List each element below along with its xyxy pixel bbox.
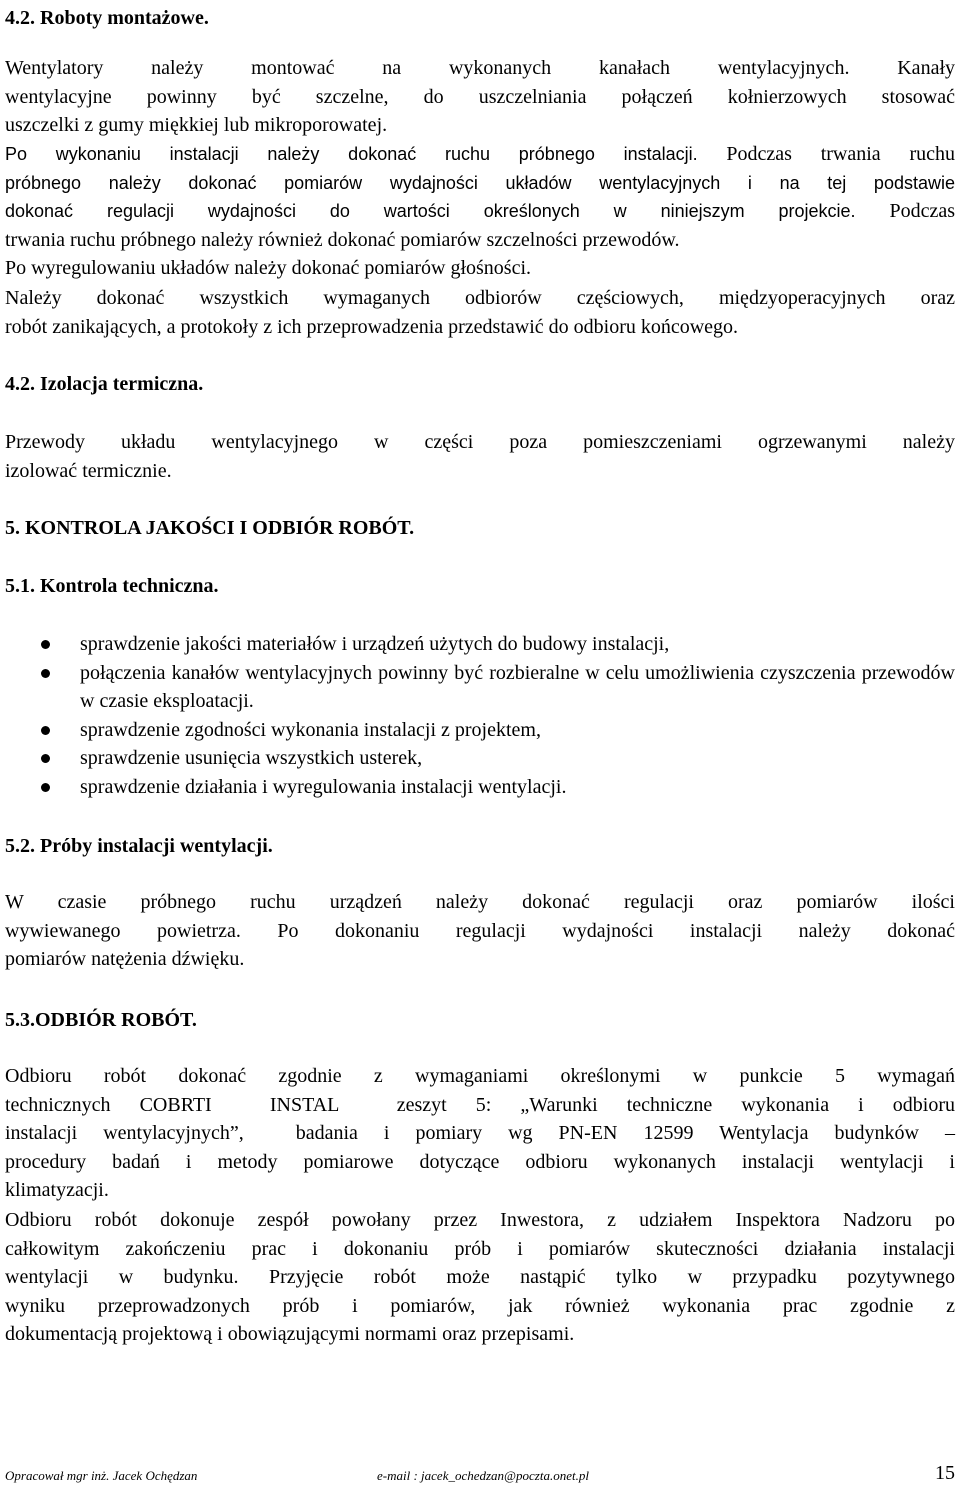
text-fragment: Po wykonaniu instalacji należy dokonać ruchu próbnego instalacji. [5,144,698,164]
bullet-icon [41,783,50,792]
text-line: próbnego należy dokonać pomiarów wydajności układów wentylacyjnych i na tej podstawie [5,172,955,193]
section-heading-5-1: 5.1. Kontrola techniczna. [5,575,219,597]
text-line: W czasie próbnego ruchu urządzeń należy dokonać regulacji oraz pomiarów ilości [5,891,955,913]
text-line: instalacji wentylacyjnych”, badania i pomiary wg PN-EN 12599 Wentylacja budynków – [5,1122,955,1145]
bullet-icon [41,754,50,763]
text-line: Odbioru robót dokonuje zespół powołany przez Inwestora, z udziałem Inspektora Nadzoru po [5,1209,955,1231]
paragraph-acceptance-requirements [5,1062,955,1205]
text-line: wywiewanego powietrza. Po dokonaniu regulacji wydajności instalacji należy dokonać [5,919,955,942]
list-item-text: połączenia kanałów wentylacyjnych powinny być rozbieralne w celu umożliwienia czyszczenia przewodów w czasie eksploatacji. [80,661,955,713]
list-item [0,773,955,802]
list-item-text: sprawdzenie działania i wyregulowania instalacji wentylacji. [80,775,567,798]
paragraph-acceptance-committee [5,1206,955,1349]
list-item-text: sprawdzenie usunięcia wszystkich usterek, [80,747,423,770]
text-line: wentylacyjne powinny być szczelne, do uszczelniania połączeń kołnierzowych stosować [5,85,955,108]
text-fragment: Podczas trwania ruchu [697,143,955,165]
footer-email: e-mail : jacek_ochedzan@poczta.onet.pl [377,1468,589,1483]
list-item [0,659,955,716]
text-line: całkowitym zakończeniu prac i dokonaniu prób i pomiarów skuteczności działania instalacji [5,1237,955,1260]
section-heading-thermal-insulation: 4.2. Izolacja termiczna. [5,373,204,395]
list-item [0,630,955,659]
text-fragment: Podczas [855,200,955,223]
text-line: robót zanikających, a protokoły z ich przeprowadzenia przedstawić do odbioru końcowego. [5,315,739,338]
footer-author: Opracował mgr inż. Jacek Ochędzan [5,1468,198,1483]
list-item [0,716,955,745]
text-line: Po wyregulowaniu układów należy dokonać pomiarów głośności. [5,257,532,280]
section-heading-4-2: 4.2. Roboty montażowe. [5,7,209,29]
bullet-icon [41,640,50,649]
section-heading-5-3: 5.3.ODBIÓR ROBÓT. [5,1009,197,1031]
text-line: Wentylatory należy montować na wykonanych kanałach wentylacyjnych. Kanały [5,57,955,79]
bullet-icon [41,669,50,678]
text-line: trwania ruchu próbnego należy również dokonać pomiarów szczelności przewodów. [5,228,680,251]
text-line: procedury badań i metody pomiarowe dotyczące odbioru wykonanych instalacji wentylacji i [5,1150,955,1173]
bullet-icon [41,726,50,735]
list-item [0,744,955,773]
text-line: wentylacji w budynku. Przyjęcie robót może nastąpić tylko w przypadku pozytywnego [5,1266,955,1289]
text-line: pomiarów natężenia dźwięku. [5,948,245,971]
text-line: dokumentacją projektową i obowiązującymi normami oraz przepisami. [5,1323,575,1346]
list-item-text: sprawdzenie zgodności wykonania instalacji z projektem, [80,718,541,741]
text-line: Należy dokonać wszystkich wymaganych odbiorów częściowych, międzyoperacyjnych oraz [5,287,955,309]
text-line: izolować termicznie. [5,459,172,482]
text-line: technicznych COBRTI INSTAL zeszyt 5: „Warunki techniczne wykonania i odbioru [5,1093,955,1116]
text-line: Odbioru robót dokonać zgodnie z wymaganiami określonymi w punkcie 5 wymagań [5,1065,955,1087]
text-line [5,140,955,169]
section-heading-5-2: 5.2. Próby instalacji wentylacji. [5,835,273,857]
text-line: klimatyzacji. [5,1179,109,1202]
technical-control-list [0,630,955,802]
text-line: Przewody układu wentylacyjnego w części poza pomieszczeniami ogrzewanymi należy [5,431,955,453]
text-line: wyniku przeprowadzonych prób i pomiarów, jak również wykonania prac zgodnie z [5,1294,955,1317]
paragraph-installation-tests [5,888,955,974]
text-line: uszczelki z gumy miękkiej lub mikroporowatej. [5,114,388,137]
paragraph-fan-mounting [5,54,955,140]
page-number: 15 [935,1462,955,1484]
section-heading-5: 5. KONTROLA JAKOŚCI I ODBIÓR ROBÓT. [5,517,415,539]
paragraph-partial-acceptance [5,284,955,341]
paragraph-thermal-insulation [5,428,955,485]
list-item-text: sprawdzenie jakości materiałów i urządzeń użytych do budowy instalacji, [80,633,670,655]
paragraph-trial-run [5,140,955,283]
page-footer [5,1462,955,1486]
text-fragment: dokonać regulacji wydajności do wartości określonych w niniejszym projekcie. [5,201,856,222]
text-line [5,197,955,226]
